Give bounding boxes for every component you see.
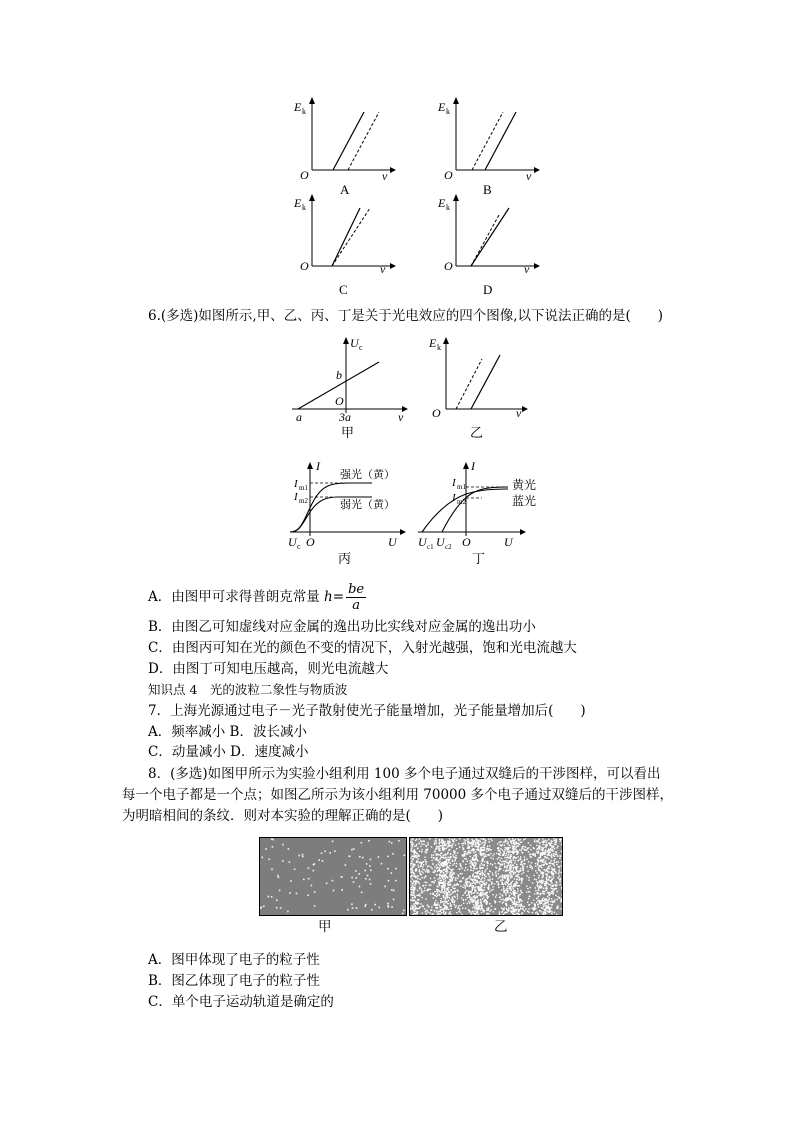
svg-text:U: U [288,535,297,549]
graph-label-c: C [339,282,348,297]
svg-text:O: O [335,394,344,408]
q7-stem: 7．上海光源通过电子－光子散射使光子能量增加，光子能量增加后( ) [148,703,586,719]
interference-image-100-electrons [259,837,407,916]
interference-image-70000-electrons [409,837,563,916]
svg-text:c: c [359,343,363,352]
fraction-be-over-a: $\frac{be}{a}$ [348,582,365,613]
svg-text:O: O [444,259,453,273]
svg-text:k: k [437,343,441,352]
svg-text:k: k [446,107,450,116]
q6-fig-jia [284,333,414,441]
svg-text:k: k [446,203,450,212]
svg-text:m1: m1 [299,484,308,492]
q6-fig-bing [286,456,416,568]
svg-text:ν: ν [380,262,386,276]
svg-text:ν: ν [382,169,388,183]
svg-text:a: a [296,410,302,424]
q8-line-1: 8．(多选)如图甲所示为实验小组利用 100 多个电子通过双缝后的干涉图样，可以看出 [148,766,661,782]
svg-text:O: O [300,259,309,273]
svg-text:m2: m2 [457,498,466,506]
caption-image-yi: 乙 [494,919,508,935]
q7-options-ab: A．频率减小 B．波长减小 [148,724,307,740]
graph-label-a: A [340,182,350,197]
svg-text:m1: m1 [457,483,466,491]
svg-text:k: k [302,203,306,212]
caption-jia: 甲 [341,425,355,440]
svg-text:O: O [444,168,453,182]
svg-text:O: O [306,535,315,549]
caption-ding: 丁 [472,551,486,566]
label-strong-light: 强光（黄） [340,469,395,481]
q6-option-b: B．由图乙可知虚线对应金属的逸出功比实线对应金属的逸出功小 [148,619,536,635]
svg-text:U: U [350,336,359,350]
svg-text:E: E [294,196,302,210]
svg-text:ν: ν [516,406,522,420]
svg-text:I: I [452,492,456,504]
q8-line-3: 为明暗相间的条纹．则对本实验的理解正确的是( ) [122,808,444,824]
svg-text:c1: c1 [427,543,434,551]
q8-line-2: 每一个电子都是一个点；如图乙所示为该小组利用 70000 多个电子通过双缝后的干涉图样， [122,787,674,803]
q8-option-c: C．单个电子运动轨道是确定的 [148,994,334,1010]
q8-option-b: B．图乙体现了电子的粒子性 [148,973,320,989]
svg-text:O: O [300,168,309,182]
graph-label-d: D [483,282,493,297]
caption-yi: 乙 [470,425,484,440]
graph-label-b: B [483,182,492,197]
svg-text:ν: ν [526,169,532,183]
svg-text:b: b [336,368,342,382]
svg-text:I: I [294,491,298,503]
svg-text:I: I [452,477,456,489]
label-weak-light: 弱光（黄） [340,499,395,511]
q5-graph-b [434,95,544,205]
svg-text:I: I [471,459,475,473]
svg-text:ν: ν [398,410,404,424]
svg-text:I: I [294,478,298,490]
svg-text:U: U [388,535,397,549]
svg-text:3a: 3a [339,410,351,424]
svg-text:c: c [297,542,301,551]
svg-text:E: E [429,336,437,350]
svg-text:I: I [316,459,320,473]
svg-text:O: O [462,535,471,549]
svg-text:U: U [436,535,445,549]
q6-option-a: A．由图甲可求得普朗克常量 h= $\frac{be}{a}$ [148,582,365,613]
q6-fig-yi [426,333,536,441]
q6-fig-ding [414,456,544,568]
section-heading: 知识点 4 光的波粒二象性与物质波 [148,682,348,697]
svg-text:k: k [302,107,306,116]
q5-graph-d [434,190,544,300]
q5-graph-a [290,95,400,205]
label-yellow-light: 黄光 [512,478,537,492]
q7-options-cd: C．动量减小 D．速度减小 [148,744,309,760]
caption-bing: 丙 [338,551,352,566]
label-blue-light: 蓝光 [512,494,537,508]
svg-text:E: E [438,196,446,210]
svg-text:c2: c2 [445,543,452,551]
svg-text:U: U [504,535,513,549]
svg-text:O: O [432,406,441,420]
q6-option-d: D．由图丁可知电压越高，则光电流越大 [148,661,389,677]
ek-label: E [294,100,302,114]
q6-option-c: C．由图丙可知在光的颜色不变的情况下，入射光越强，饱和光电流越大 [148,640,577,656]
svg-text:E: E [438,100,446,114]
q8-option-a: A．图甲体现了电子的粒子性 [148,952,320,968]
caption-image-jia: 甲 [318,919,332,935]
q5-graph-c [290,190,400,300]
svg-text:U: U [418,535,427,549]
svg-text:ν: ν [524,262,530,276]
q6-stem: 6.(多选)如图所示,甲、乙、丙、丁是关于光电效应的四个图像,以下说法正确的是( ) [148,308,664,324]
svg-text:m2: m2 [299,497,308,505]
